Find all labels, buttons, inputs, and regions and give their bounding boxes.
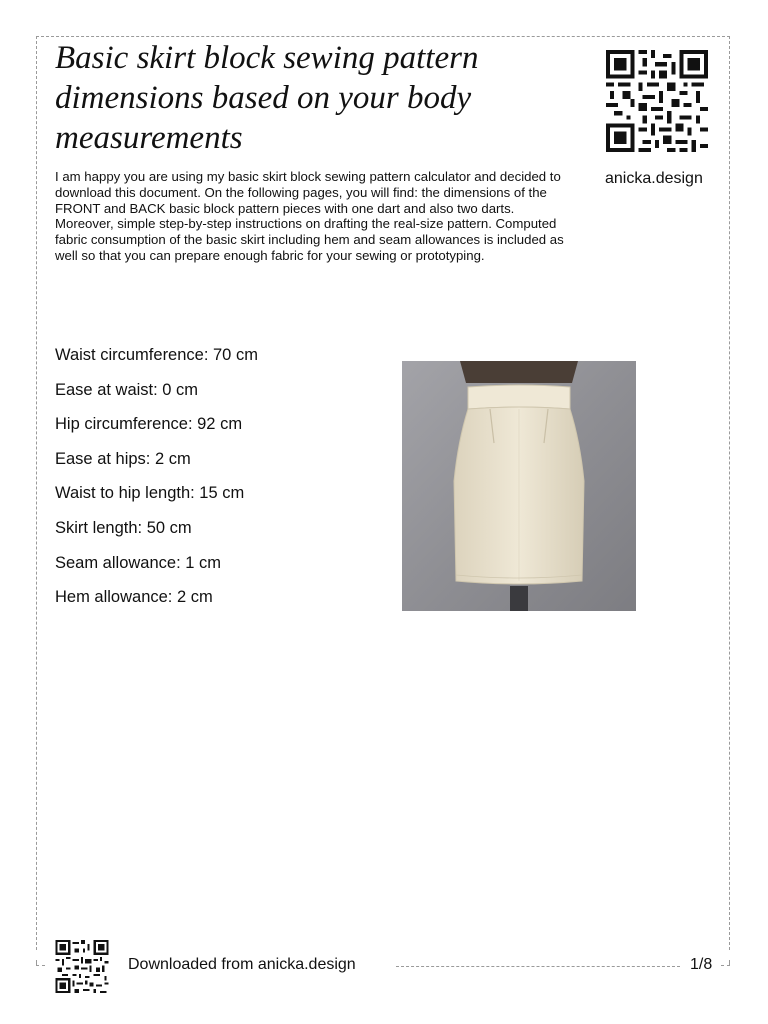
measurement-hem-allowance: Hem allowance: 2 cm	[55, 588, 213, 607]
page-number: 1/8	[690, 956, 713, 973]
footer-text: Downloaded from anicka.design	[128, 956, 356, 973]
skirt-photo	[402, 361, 636, 611]
measurement-seam-allowance: Seam allowance: 1 cm	[55, 553, 221, 572]
skirt-waistband	[468, 385, 570, 409]
measurement-ease-waist: Ease at waist: 0 cm	[55, 380, 199, 399]
measurement-hip-circumference: Hip circumference: 92 cm	[55, 415, 243, 434]
brand-label: anicka.design	[605, 170, 703, 187]
measurements-list	[55, 344, 258, 621]
border-corner-left	[36, 960, 45, 966]
qr-code-icon	[604, 50, 710, 152]
dress-form-stand	[510, 586, 528, 611]
measurement-waist-to-hip: Waist to hip length: 15 cm	[55, 484, 245, 503]
border-corner-right	[721, 960, 730, 966]
intro-paragraph: I am happy you are using my basic skirt block sewing pattern calculator and decided to download this document. On the following pages, you will find: the dimensions of the FRONT and BACK basic block pattern pieces with one dart and also two darts. Moreover, simple step-by-step instructions on drafting the real-size pattern. Computed fabric consumption of the basic skirt including hem and seam allowances is included as well so that you can prepare enough fabric for your sewing or prototyping.	[55, 169, 564, 263]
dress-form-torso	[460, 361, 578, 383]
measurement-waist-circumference: Waist circumference: 70 cm	[55, 346, 258, 364]
measurement-skirt-length: Skirt length: 50 cm	[55, 518, 192, 537]
measurement-ease-hips: Ease at hips: 2 cm	[55, 449, 191, 468]
footer-divider	[396, 966, 680, 967]
footer-qr-code-icon	[55, 940, 109, 993]
page-title: Basic skirt block sewing pattern dimensions based on your body measurements	[55, 40, 479, 156]
